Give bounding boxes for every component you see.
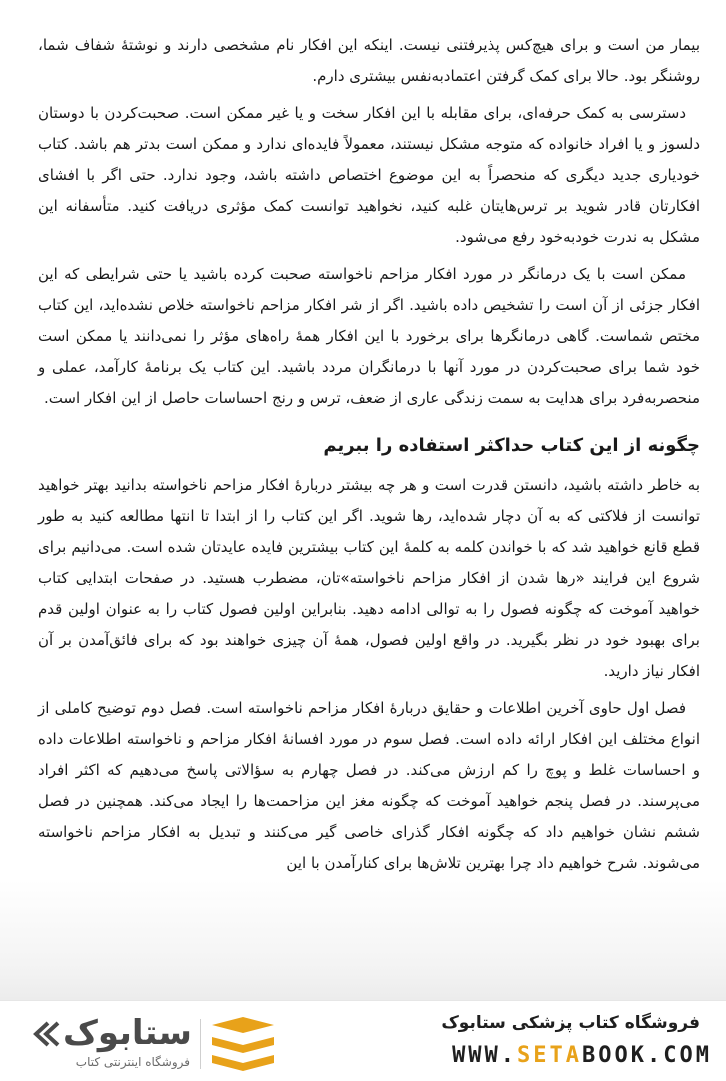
paragraph: فصل اول حاوی آخرین اطلاعات و حقایق دربارهٔ افکار مزاحم ناخواسته است. فصل دوم توضیح کاملی از انواع مختلف این افکار ارائه داده است. فصل سوم در مورد افسانهٔ افکار مزاحم و ناخواسته اطلاعات داده و احساسات غلط و پوچ را کم ارزش می‌کند. در فصل چهارم به سؤالاتی پاسخ می‌دهیم که اکثر افراد می‌پرسند. در فصل پنجم خواهید آموخت که چگونه مغز این مزاحمت‌ها را ایجاد می‌کند. همچنین در فصل ششم نشان خواهیم داد که چگونه افکار گذرای خاصی گیر می‌کنند و تبدیل به افکار مزاحم ناخواسته می‌شوند. شرح خواهیم داد چرا بهترین تلاش‌ها برای کنارآمدن با این <box>38 699 700 872</box>
bottom-fade-overlay <box>0 880 726 1000</box>
logo-tagline: فروشگاه اینترنتی کتاب <box>75 1055 190 1069</box>
url-suffix: BOOK.COM <box>582 1043 712 1068</box>
store-name: فروشگاه کتاب پزشکی ستابوک <box>441 1013 700 1033</box>
section-heading: چگونه از این کتاب حداکثر استفاده را ببریم <box>323 435 700 456</box>
paragraph: به خاطر داشته باشید، دانستن قدرت است و هر چه بیشتر دربارهٔ افکار مزاحم ناخواسته بدانید بهتر خواهید توانست از فلاکتی که به آن دچار شده‌اید، رها شوید. اگر این کتاب را از ابتدا تا انتها مطالعه کنید به طور قطع قانع خواهید شد که با خواندن کلمه به کلمهٔ این کتاب بیشترین فایده عایدتان شده است. می‌دانیم برای شروع این فرایند «رها شدن از افکار مزاحم ناخواسته»تان، مضطرب هستید. در صفحات ابتدایی کتاب خواهید آموخت که چگونه فصول را به توالی ادامه دهید. بنابراین اولین فصول کتاب را به عنوان اولین قدم برای بهبود خود در نظر بگیرید. در واقع اولین فصول، همهٔ آن چیزی خواهند بود که برای فائق‌آمدن بر آن افکار نیاز دارید. <box>38 476 700 680</box>
footer-divider <box>200 1019 201 1069</box>
double-chevron-icon <box>32 1019 62 1049</box>
paragraph: بیمار من است و برای هیچ‌کس پذیرفتنی نیست. اینکه این افکار نام مشخصی دارند و نوشتهٔ شفاف شما، روشنگر بود. حالا برای کمک گرفتن اعتمادبه‌نفس بیشتری دارم. <box>38 36 700 85</box>
store-logo-wordmark[interactable] <box>32 1011 192 1055</box>
store-footer-banner <box>0 1000 726 1081</box>
store-url-link[interactable] <box>452 1043 712 1068</box>
logo-brand-text: ستابوک <box>63 1013 192 1053</box>
url-highlight: SETA <box>517 1043 583 1068</box>
paragraph: دسترسی به کمک حرفه‌ای، برای مقابله با این افکار سخت و یا غیر ممکن است. صحبت‌کردن با دوستان دلسوز و یا افراد خانواده که متوجه مشکل نیستند، معمولاً فایده‌ای ندارد و ممکن است بدتر هم باشد. کتاب خودیاری جدید دیگری که منحصراً به این موضوع اختصاص داشته باشد، وجود ندارد. حتی اگر با افشای افکارتان قادر شوید بر ترس‌هایتان غلبه کنید، نخواهید توانست کمک مؤثری دریافت کنید. متأسفانه این مشکل به ندرت خودبه‌خود رفع می‌شود. <box>38 104 700 246</box>
book-logo-icon <box>206 1015 280 1073</box>
paragraph: ممکن است با یک درمانگر در مورد افکار مزاحم ناخواسته صحبت کرده باشید یا حتی شرایطی که این افکار جزئی از آن است را تشخیص داده باشید. اگر از شر افکار مزاحم ناخواسته خلاص نشده‌اید، این کتاب مختص شماست. گاهی درمانگرها برای برخورد با این افکار همهٔ راه‌های مؤثر را نمی‌دانند یا ممکن است خود شما برای صحبت‌کردن در مورد آنها با درمانگران مردد باشید. این کتاب یک برنامهٔ کارآمد، عملی و منحصربه‌فرد برای هدایت به سمت زندگی عاری از ضعف، ترس و رنج احساسات حاصل از این افکار است. <box>38 265 700 407</box>
url-prefix: WWW. <box>452 1043 518 1068</box>
text-column <box>38 30 700 885</box>
